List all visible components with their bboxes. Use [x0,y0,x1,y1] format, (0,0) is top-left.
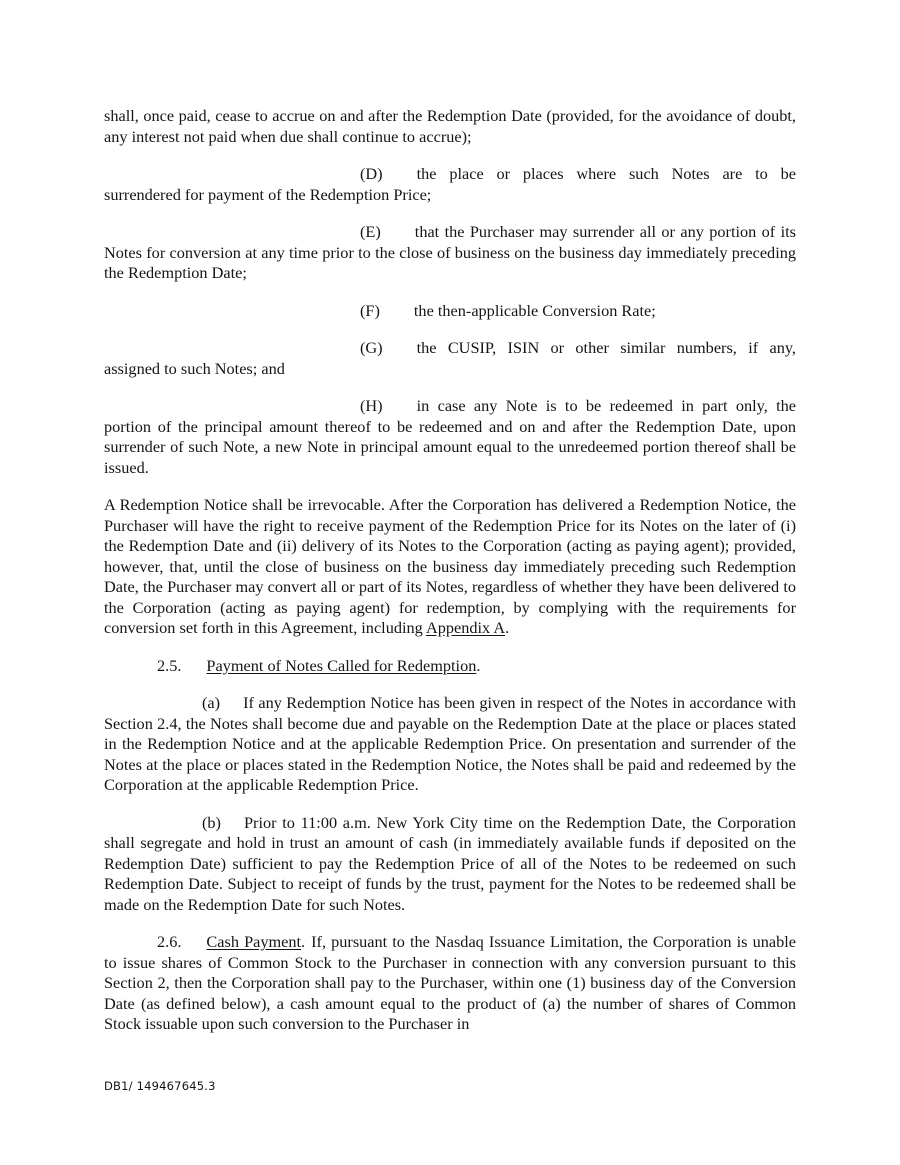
item-label: (H) [360,396,383,415]
item-label: (D) [360,164,383,183]
section-title: Payment of Notes Called for Redemption [206,655,477,675]
section-number: 2.5. [157,655,182,675]
item-text: that the Purchaser may surrender all or any portion of its Notes for conversion at any time prior to the close of business on the business day immediately preceding the Redemption Date; [104,222,796,282]
paragraph-irrevocable-notice [104,495,796,639]
item-label: (G) [360,338,383,357]
item-text: in case any Note is to be redeemed in part only, the portion of the principal amount thereof to be redeemed and on and after the Redemption Date, upon surrender of such Note, a new Note in principal amount equal to the unredeemed portion thereof shall be issued. [104,396,796,477]
document-control-number: DB1/ 149467645.3 [104,1079,216,1093]
section-heading-2-5 [104,656,796,677]
paragraph-text: If, pursuant to the Nasdaq Issuance Limitation, the Corporation is unable to issue shares of Common Stock to the Purchaser in connection with any conversion pursuant to this Section 2, then the Corporation shall pay to the Purchaser, within one (1) business day of the Conversion Date (as defined below), a cash amount equal to the product of (a) the number of shares of Common Stock issuable upon such conversion to the Purchaser in [104,932,796,1033]
redemption-item-f [104,301,796,322]
section-2-6-cash-payment [104,932,796,1035]
item-label: (E) [360,222,381,241]
paragraph-text: Prior to 11:00 a.m. New York City time on the Redemption Date, the Corporation shall segregate and hold in trust an amount of cash (in immediately available funds if deposited on the Redemption Date) sufficient to pay the Redemption Price of all of the Notes to be redeemed on such Redemption Date. Subject to receipt of funds by the trust, payment for the Notes to be redeemed shall be made on the Redemption Date for such Notes. [104,812,796,914]
paragraph-label: (a) [202,693,221,712]
sentence-period: . [505,618,510,637]
paragraph-text: A Redemption Notice shall be irrevocable. After the Corporation has delivered a Redemption Notice, the Purchaser will have the right to receive payment of the Redemption Price for its Notes on the later of (i) the Redemption Date and (ii) delivery of its Notes to the Corporation (acting as paying agent); provided, however, that, until the close of business on the business day immediately preceding such Redemption Date, the Purchaser may convert all or part of its Notes, regardless of whether they have been delivered to the Corporation (acting as paying agent) for redemption, by complying with the requirements for conversion set forth in this Agreement, including [104,495,796,637]
paragraph-continuation: shall, once paid, cease to accrue on and after the Redemption Date (provided, for the avoidance of doubt, any interest not paid when due shall continue to accrue); [104,106,796,146]
item-text: the CUSIP, ISIN or other similar numbers, if any, assigned to such Notes; and [104,338,796,378]
paragraph-2-5-b [104,813,796,916]
sentence-period: . [476,655,481,675]
section-number: 2.6. [157,932,182,951]
sentence-period: . [301,932,306,951]
redemption-item-g [104,338,796,379]
section-title: Cash Payment [206,932,302,951]
appendix-a-reference: Appendix A [425,618,506,637]
paragraph-text: If any Redemption Notice has been given in respect of the Notes in accordance with Section 2.4, the Notes shall become due and payable on the Redemption Date at the place or places stated in the Redemption Notice and at the applicable Redemption Price. On presentation and surrender of the Notes at the place or places stated in the Redemption Notice, the Notes shall be paid and redeemed by the Corporation at the applicable Redemption Price. [104,693,796,794]
item-text: the then-applicable Conversion Rate; [413,300,656,320]
paragraph-2-5-a [104,693,796,796]
redemption-item-h [104,396,796,478]
redemption-item-d [104,164,796,205]
redemption-item-e [104,222,796,284]
item-text: the place or places where such Notes are to be surrendered for payment of the Redemption Price; [104,164,796,204]
item-label: (F) [360,300,380,320]
paragraph-label: (b) [202,812,221,832]
